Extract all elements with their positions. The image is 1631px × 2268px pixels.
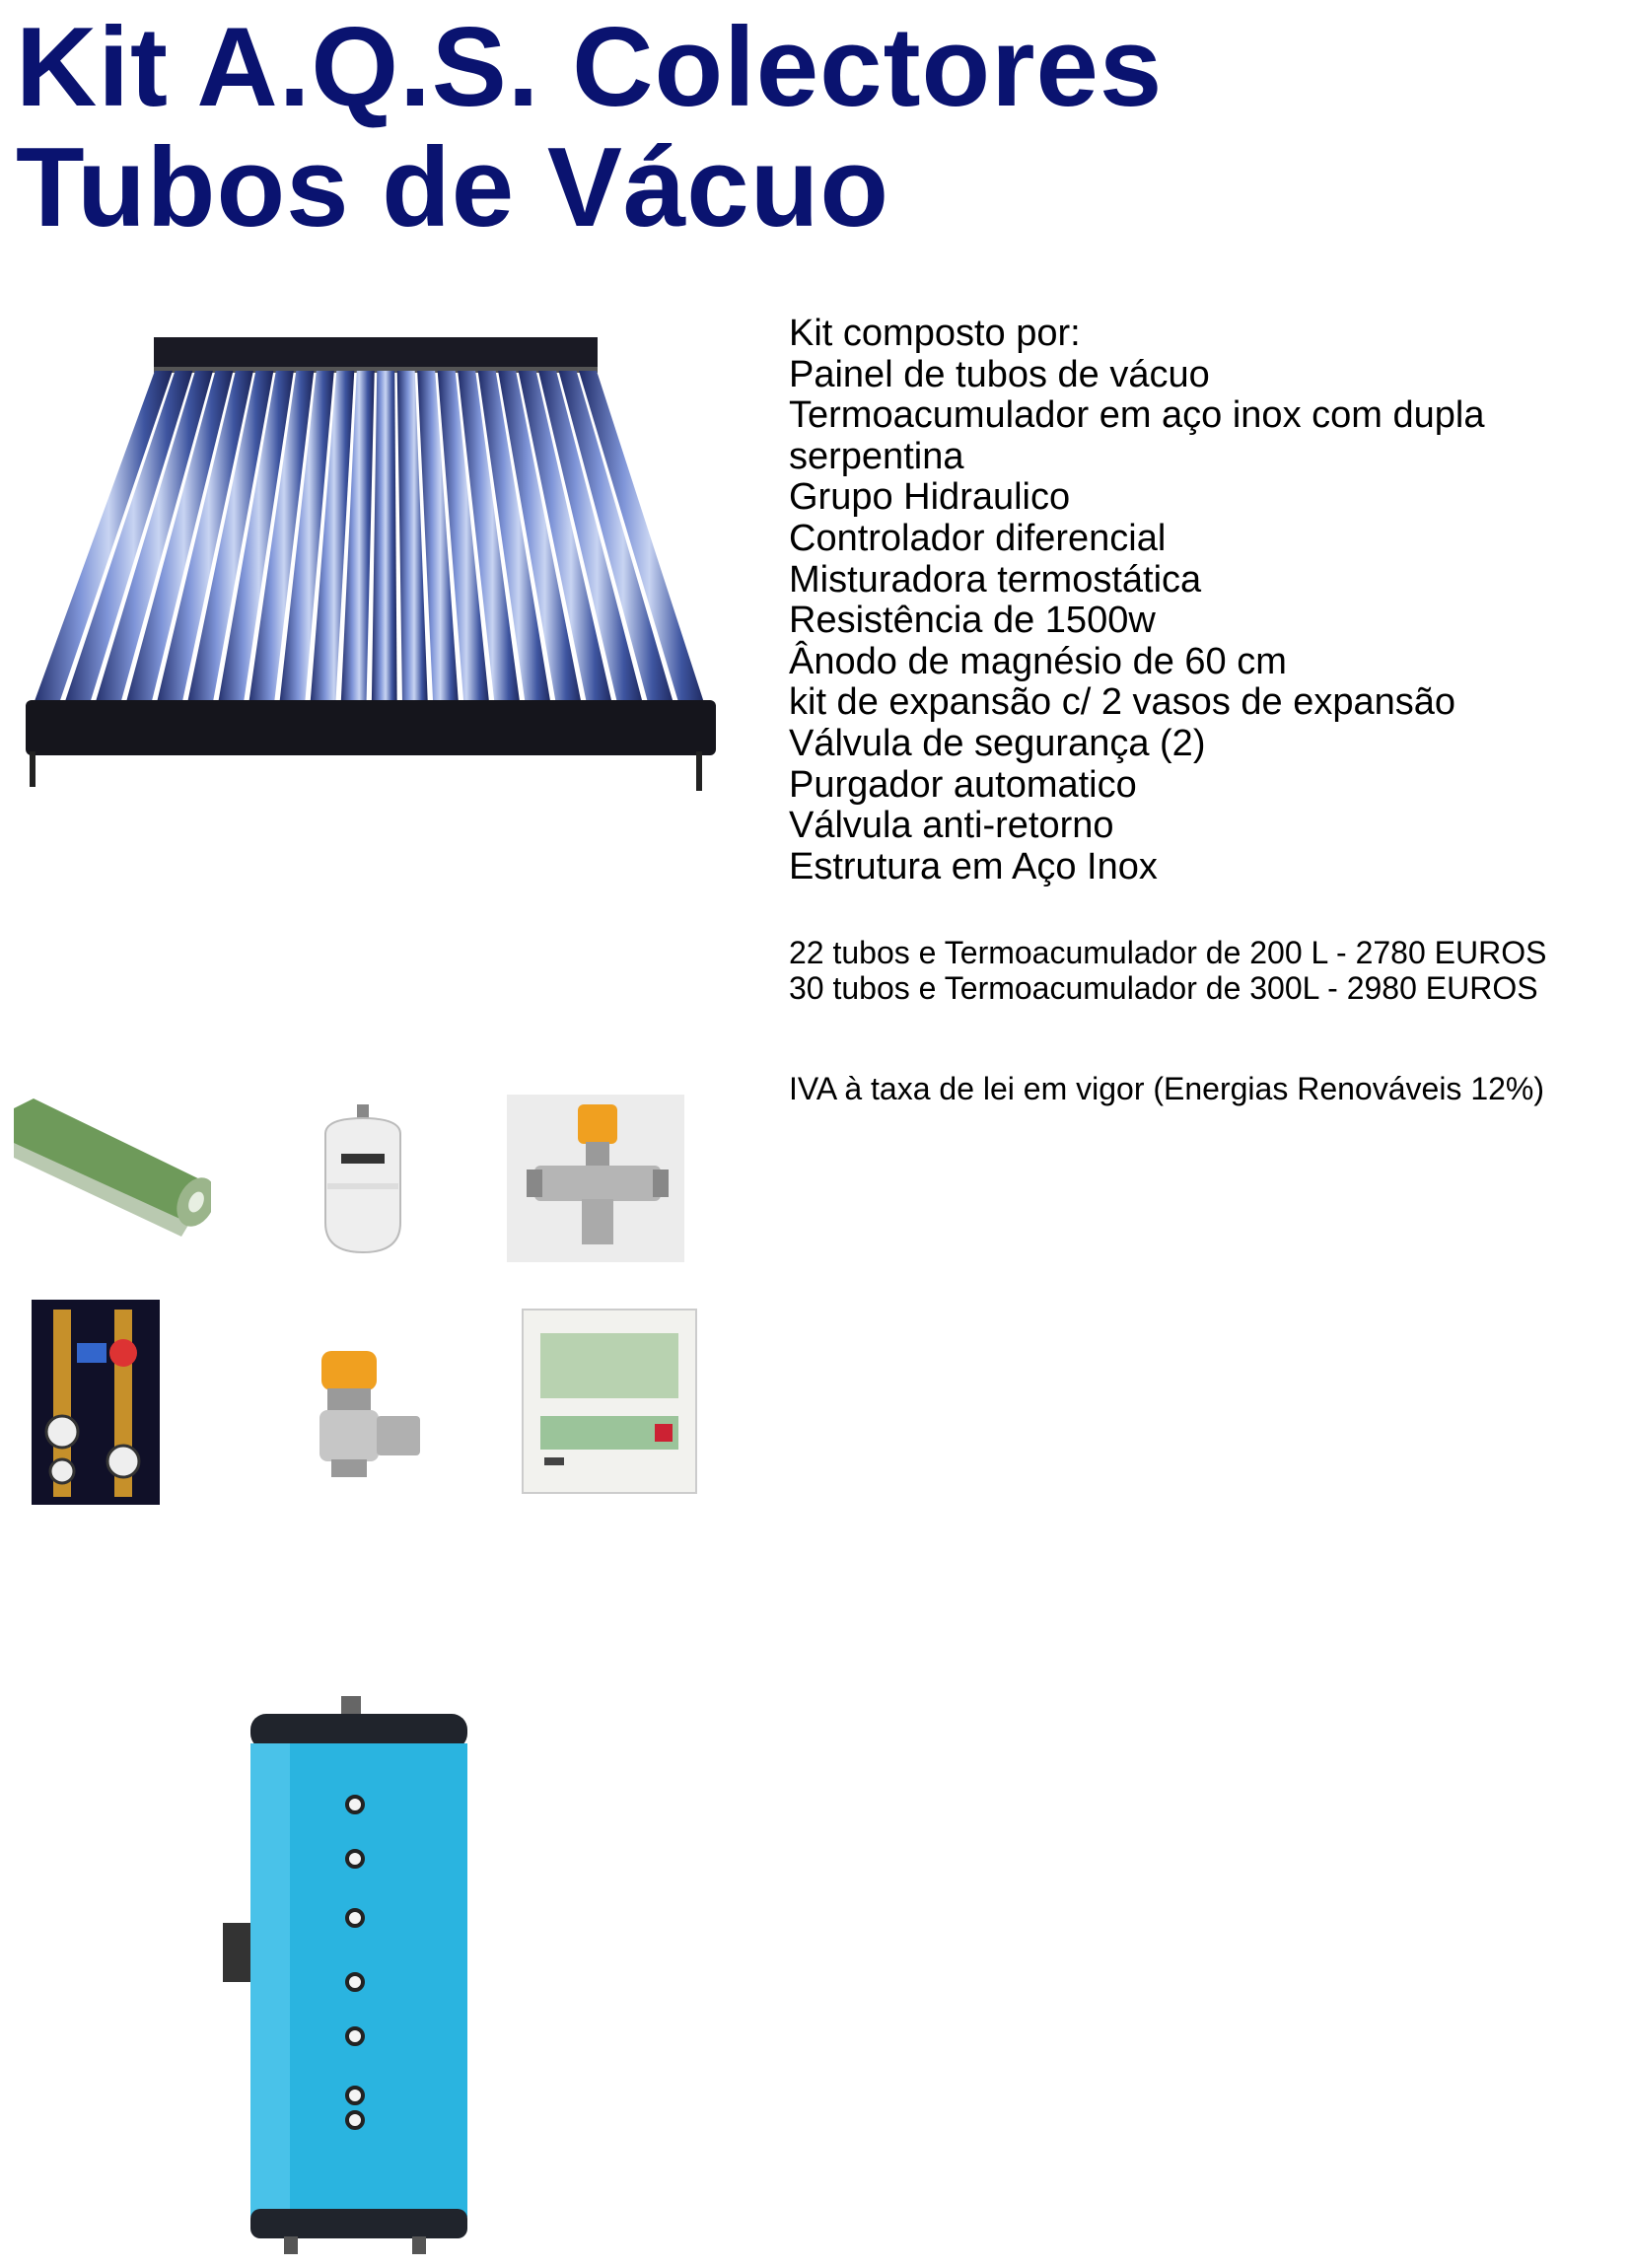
thermostatic-mixer-image: [507, 1095, 684, 1262]
pipe-insulation-image: [14, 1089, 211, 1266]
tank-port: [347, 2112, 363, 2128]
list-item: Misturadora termostática: [789, 558, 1202, 601]
list-item: Válvula de segurança (2): [789, 722, 1206, 764]
title-line-2: Tubos de Vácuo: [16, 125, 889, 250]
storage-tank-image: [215, 1696, 491, 2258]
list-item: Resistência de 1500w: [789, 600, 1156, 642]
vat-note: IVA à taxa de lei em vigor (Energias Renováveis 12%): [789, 1071, 1545, 1106]
list-item: kit de expansão c/ 2 vasos de expansão: [789, 681, 1456, 724]
list-item: Painel de tubos de vácuo: [789, 353, 1210, 395]
price-line: 22 tubos e Termoacumulador de 200 L - 2780 EUROS: [789, 935, 1547, 970]
title-line-1: Kit A.Q.S. Colectores: [16, 5, 1164, 130]
tank-port: [347, 1851, 363, 1867]
list-item: Purgador automatico: [789, 763, 1137, 806]
expansion-vessel-image: [314, 1104, 412, 1262]
tank-port: [347, 1974, 363, 1990]
list-item: Estrutura em Aço Inox: [789, 845, 1158, 887]
hydraulic-group-image: [28, 1294, 166, 1511]
list-item: serpentina: [789, 435, 964, 477]
collector-tube: [372, 371, 397, 712]
safety-valve-image: [302, 1345, 430, 1483]
list-item: Controlador diferencial: [789, 517, 1167, 559]
tank-port: [347, 2028, 363, 2044]
price-line: 30 tubos e Termoacumulador de 300L - 2980 EUROS: [789, 970, 1538, 1006]
vacuum-tube-panel-image: [16, 325, 726, 799]
kit-components-list: [789, 314, 1484, 887]
list-item: Ânodo de magnésio de 60 cm: [789, 640, 1287, 682]
list-item: Grupo Hidraulico: [789, 476, 1071, 519]
differential-controller-image: [521, 1308, 698, 1495]
kit-heading: Kit composto por:: [789, 313, 1081, 354]
tank-port: [347, 2088, 363, 2103]
tank-port: [347, 1910, 363, 1926]
list-item: Termoacumulador em aço inox com dupla: [789, 394, 1485, 437]
tank-port: [347, 1797, 363, 1812]
list-item: Válvula anti-retorno: [789, 805, 1114, 847]
page-title: [16, 5, 1164, 250]
price-list: [789, 935, 1546, 1006]
